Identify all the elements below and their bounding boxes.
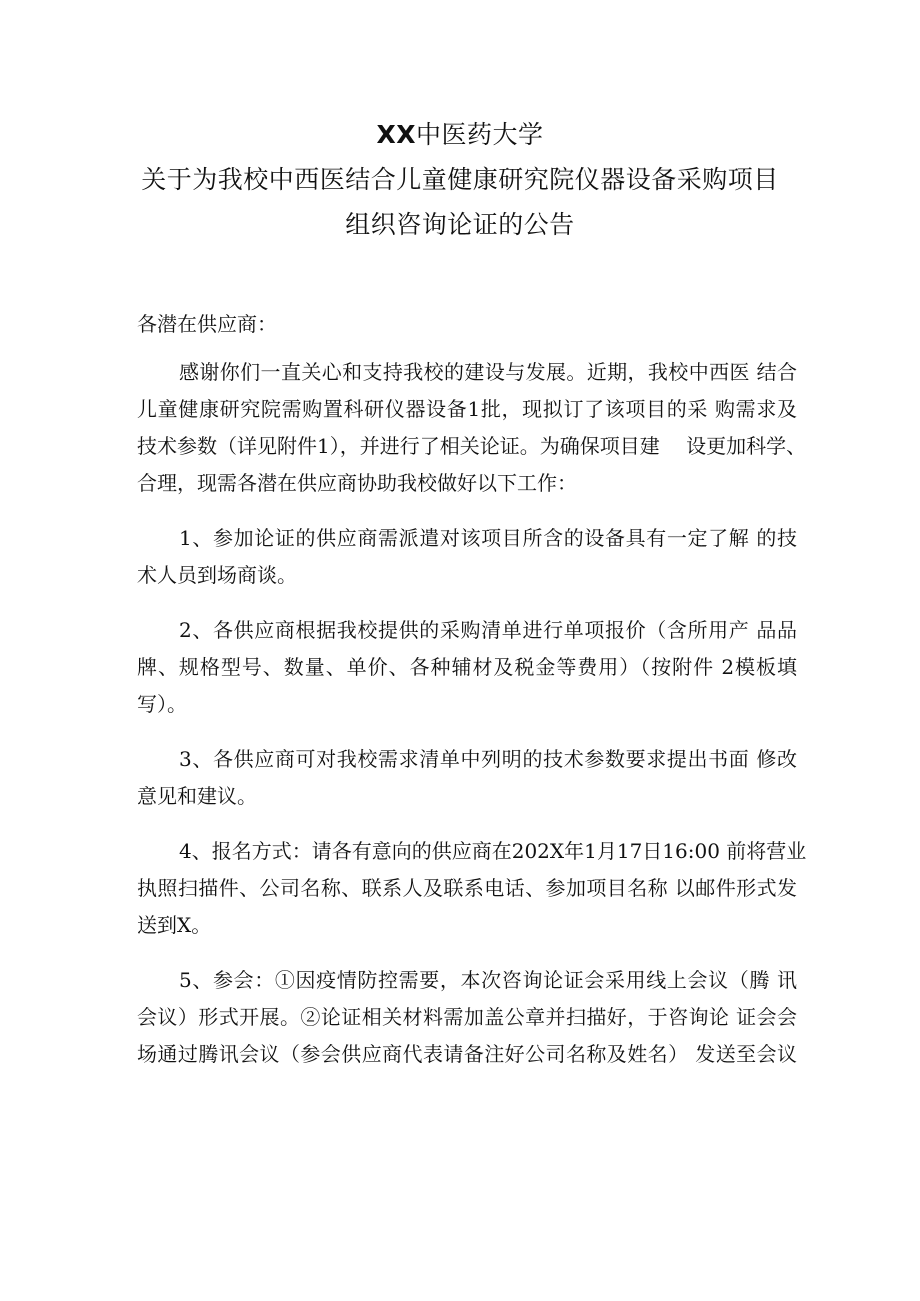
salutation: 各潜在供应商： bbox=[137, 312, 277, 336]
paragraph-line: 合理，现需各潜在供应商协助我校做好以下工作： bbox=[137, 471, 577, 495]
paragraph-line: 1、参加论证的供应商需派遣对该项目所含的设备具有一定了解 的技 bbox=[179, 526, 797, 550]
title-line-3: 组织咨询论证的公告 bbox=[345, 210, 575, 239]
paragraph-line: 5、参会：①因疫情防控需要，本次咨询论证会采用线上会议（腾 讯 bbox=[179, 968, 797, 992]
paragraph-line: 执照扫描件、公司名称、联系人及联系电话、参加项目名称 以邮件形式发 bbox=[137, 876, 797, 900]
paragraph-intro bbox=[137, 354, 807, 502]
announcement-title bbox=[0, 112, 920, 247]
paragraph-line: 技术参数（详见附件1），并进行了相关论证。为确保项目建 设更加科学、 bbox=[137, 434, 807, 458]
university-name-prefix: XX bbox=[376, 120, 417, 149]
paragraph-line: 牌、规格型号、数量、单价、各种辅材及税金等费用）（按附件 2模板填 bbox=[137, 655, 797, 679]
paragraph-item-2 bbox=[137, 612, 797, 723]
paragraph-item-5 bbox=[137, 962, 797, 1073]
body-text bbox=[137, 354, 807, 1091]
paragraph-line: 送到X。 bbox=[137, 913, 212, 937]
title-line-2: 关于为我校中西医结合儿童健康研究院仪器设备采购项目 bbox=[141, 165, 779, 194]
paragraph-item-1 bbox=[137, 520, 797, 594]
paragraph-line: 写）。 bbox=[137, 692, 187, 716]
university-name-rest: 中医药大学 bbox=[416, 120, 544, 149]
university-name bbox=[0, 112, 920, 157]
paragraph-item-4 bbox=[137, 833, 807, 944]
paragraph-line: 场通过腾讯会议（参会供应商代表请备注好公司名称及姓名） 发送至会议 bbox=[137, 1042, 797, 1066]
paragraph-line: 感谢你们一直关心和支持我校的建设与发展。近期，我校中西医 结合 bbox=[179, 360, 797, 384]
paragraph-line: 2、各供应商根据我校提供的采购清单进行单项报价（含所用产 品品 bbox=[179, 618, 797, 642]
paragraph-line: 术人员到场商谈。 bbox=[137, 563, 297, 587]
paragraph-line: 会议）形式开展。②论证相关材料需加盖公章并扫描好，于咨询论 证会会 bbox=[137, 1005, 797, 1029]
paragraph-line: 意见和建议。 bbox=[137, 784, 257, 808]
paragraph-item-3 bbox=[137, 741, 797, 815]
paragraph-line: 3、各供应商可对我校需求清单中列明的技术参数要求提出书面 修改 bbox=[179, 747, 797, 771]
paragraph-line: 4、报名方式：请各有意向的供应商在202X年1月17日16:00 前将营业 bbox=[179, 839, 807, 863]
paragraph-line: 儿童健康研究院需购置科研仪器设备1批，现拟订了该项目的采 购需求及 bbox=[137, 397, 797, 421]
